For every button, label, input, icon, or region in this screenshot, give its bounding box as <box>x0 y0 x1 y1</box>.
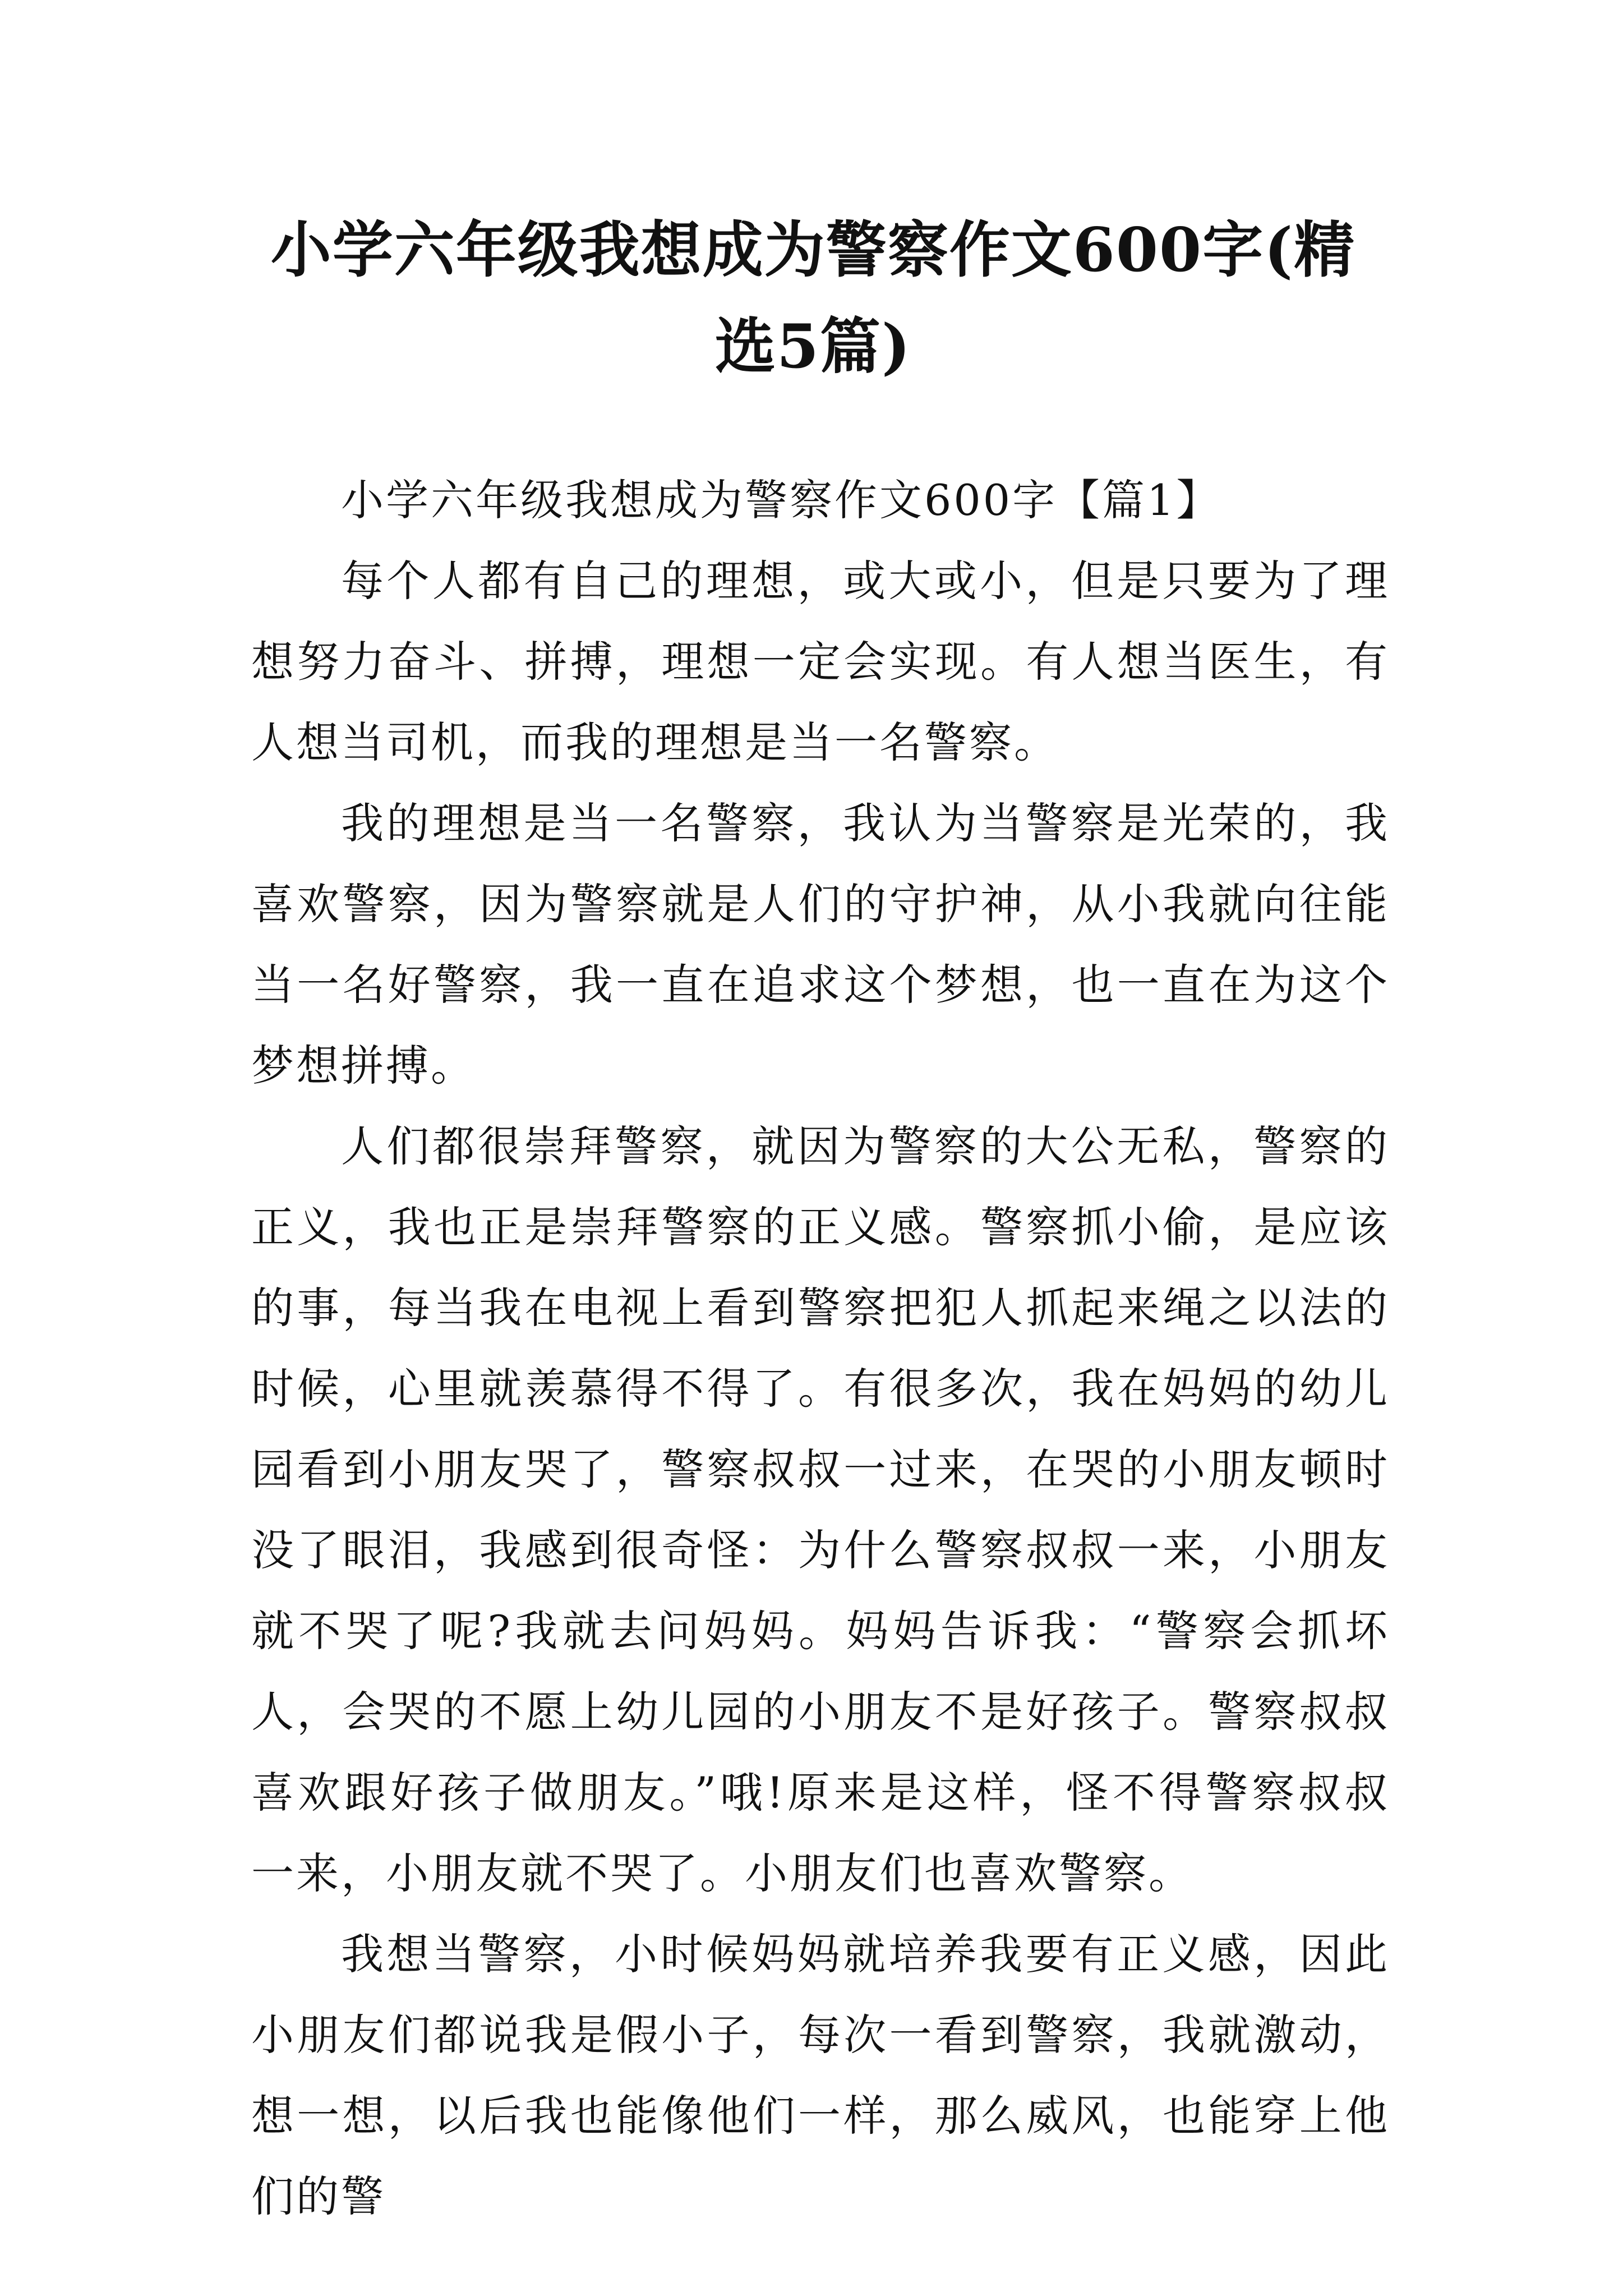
document-title: 小学六年级我想成为警察作文600字(精选5篇) <box>270 215 1356 382</box>
document-body <box>251 460 1390 2237</box>
paragraph-4: 我想当警察，小时候妈妈就培养我要有正义感，因此小朋友们都说我是假小子，每次一看到警察，我就激动，想一想，以后我也能像他们一样，那么威风，也能穿上他们的警 <box>251 1929 1390 2221</box>
paragraph-3: 人们都很崇拜警察，就因为警察的大公无私，警察的正义，我也正是崇拜警察的正义感。警察抓小偷，是应该的事，每当我在电视上看到警察把犯人抓起来绳之以法的时候，心里就羡慕得不得了。有很多次，我在妈妈的幼儿园看到小朋友哭了，警察叔叔一过来，在哭的小朋友顿时没了眼泪，我感到很奇怪：为什么警察叔叔一来，小朋友就不哭了呢?我就去问妈妈。妈妈告诉我：“警察会抓坏人，会哭的不愿上幼儿园的小朋友不是好孩子。警察叔叔喜欢跟好孩子做朋友。”哦!原来是这样，怪不得警察叔叔一来，小朋友就不哭了。小朋友们也喜欢警察。 <box>251 1121 1390 1898</box>
paragraph-2: 我的理想是当一名警察，我认为当警察是光荣的，我喜欢警察，因为警察就是人们的守护神，从小我就向往能当一名好警察，我一直在追求这个梦想，也一直在为这个梦想拼搏。 <box>251 798 1390 1091</box>
paragraph-1: 每个人都有自己的理想，或大或小，但是只要为了理想努力奋斗、拼搏，理想一定会实现。有人想当医生，有人想当司机，而我的理想是当一名警察。 <box>251 556 1390 767</box>
section-heading: 小学六年级我想成为警察作文600字【篇1】 <box>341 475 1221 525</box>
